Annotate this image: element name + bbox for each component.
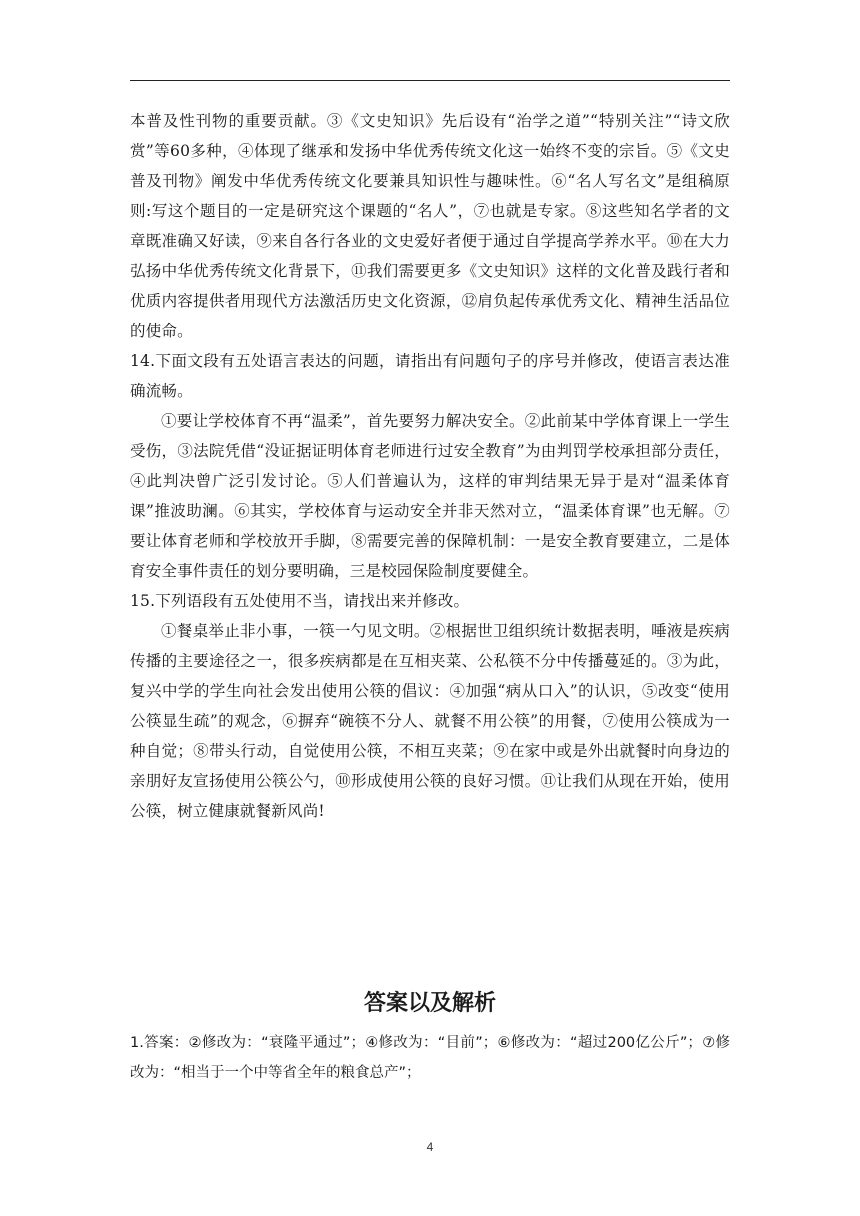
question-14-title: 14.下面文段有五处语言表达的问题，请指出有问题句子的序号并修改，使语言表达准确流畅。 — [130, 352, 730, 400]
question-15-title: 15.下列语段有五处使用不当，请找出来并修改。 — [130, 592, 470, 610]
question-15-body: ①餐桌举止非小事，一筷一勺见文明。②根据世卫组织统计数据表明，唾液是疾病传播的主要途径之一，很多疾病都是在互相夹菜、公私筷不分中传播蔓延的。③为此，复兴中学的学生向社会发出使用公筷的倡议：④加强“病从口入”的认识，⑤改变“使用公筷显生疏”的观念，⑥摒弃“碗筷不分人、就餐不用公筷”的用餐，⑦使用公筷成为一种自觉；⑧带头行动，自觉使用公筷，不相互夹菜；⑨在家中或是外出就餐时向身边的亲朋好友宣扬使用公筷公勺，⑩形成使用公筷的良好习惯。⑪让我们从现在开始，使用公筷，树立健康就餐新风尚! — [130, 622, 730, 820]
answer-1: 1.答案：②修改为：“衰隆平通过”；④修改为：“目前”；⑥修改为：“超过200亿公斤”；⑦修改为：“相当于一个中等省全年的粮食总产”； — [130, 1035, 730, 1081]
answers-heading: 答案以及解析 — [363, 991, 496, 1016]
content-area — [130, 106, 730, 826]
header-rule — [130, 80, 730, 81]
question-14-body: ①要让学校体育不再“温柔”，首先要努力解决安全。②此前某中学体育课上一学生受伤，③法院凭借“没证据证明体育老师进行过安全教育”为由判罚学校承担部分责任，④此判决曾广泛引发讨论。⑤人们普遍认为，这样的审判结果无异于是对“温柔体育课”推波助澜。⑥其实，学校体育与运动安全并非天然对立，“温柔体育课”也无解。⑦要让体育老师和学校放开手脚，⑧需要完善的保障机制：一是安全教育要建立，二是体育安全事件责任的划分要明确，三是校园保险制度要健全。 — [130, 412, 730, 580]
page-number: 4 — [426, 1140, 434, 1154]
continuation-paragraph: 本普及性刊物的重要贡献。③《文史知识》先后设有“治学之道”“特别关注”“诗文欣赏”等60多种，④体现了继承和发扬中华优秀传统文化这一始终不变的宗旨。⑤《文史普及刊物》阐发中华优秀传统文化要兼具知识性与趣味性。⑥“名人写名文”是组稿原则:写这个题目的一定是研究这个课题的“名人”，⑦也就是专家。⑧这些知名学者的文章既准确又好读，⑨来自各行各业的文史爱好者便于通过自学提高学养水平。⑩在大力弘扬中华优秀传统文化背景下，⑪我们需要更多《文史知识》这样的文化普及践行者和优质内容提供者用现代方法激活历史文化资源，⑫肩负起传承优秀文化、精神生活品位的使命。 — [130, 112, 730, 340]
